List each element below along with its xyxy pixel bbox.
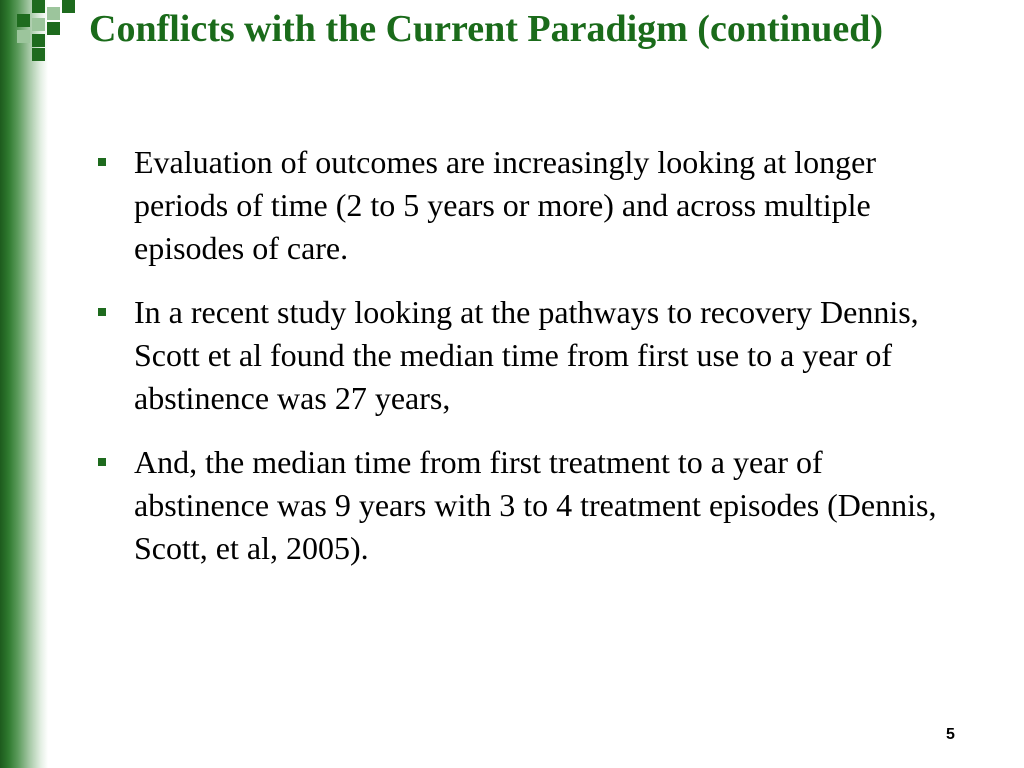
logo-block xyxy=(32,34,45,47)
square-bullet-icon xyxy=(98,158,106,166)
green-checker-blocks-icon xyxy=(0,0,80,64)
logo-block xyxy=(47,7,60,20)
square-bullet-icon xyxy=(98,308,106,316)
logo-block xyxy=(62,0,75,13)
logo-block xyxy=(32,18,45,31)
bullet-item xyxy=(94,141,964,270)
left-gradient-bar xyxy=(0,0,48,768)
bullet-text: Evaluation of outcomes are increasingly looking at longer periods of time (2 to 5 years or more) and across multiple episodes of care. xyxy=(134,144,876,266)
logo-block xyxy=(47,22,60,35)
bullet-item xyxy=(94,291,964,420)
page-number: 5 xyxy=(946,726,955,743)
logo-block xyxy=(32,48,45,61)
bullet-text: And, the median time from first treatment to a year of abstinence was 9 years with 3 to 4 treatment episodes (Dennis, Scott, et al, 2005). xyxy=(134,444,937,566)
slide-title: Conflicts with the Current Paradigm (continued) xyxy=(89,8,884,50)
bullet-item xyxy=(94,441,964,570)
bullet-text: In a recent study looking at the pathways to recovery Dennis, Scott et al found the median time from first use to a year of abstinence was 27 years, xyxy=(134,294,919,416)
logo-block xyxy=(32,0,45,13)
logo-block xyxy=(17,14,30,27)
logo-block xyxy=(17,30,30,43)
square-bullet-icon xyxy=(98,458,106,466)
bullet-list xyxy=(94,141,964,591)
